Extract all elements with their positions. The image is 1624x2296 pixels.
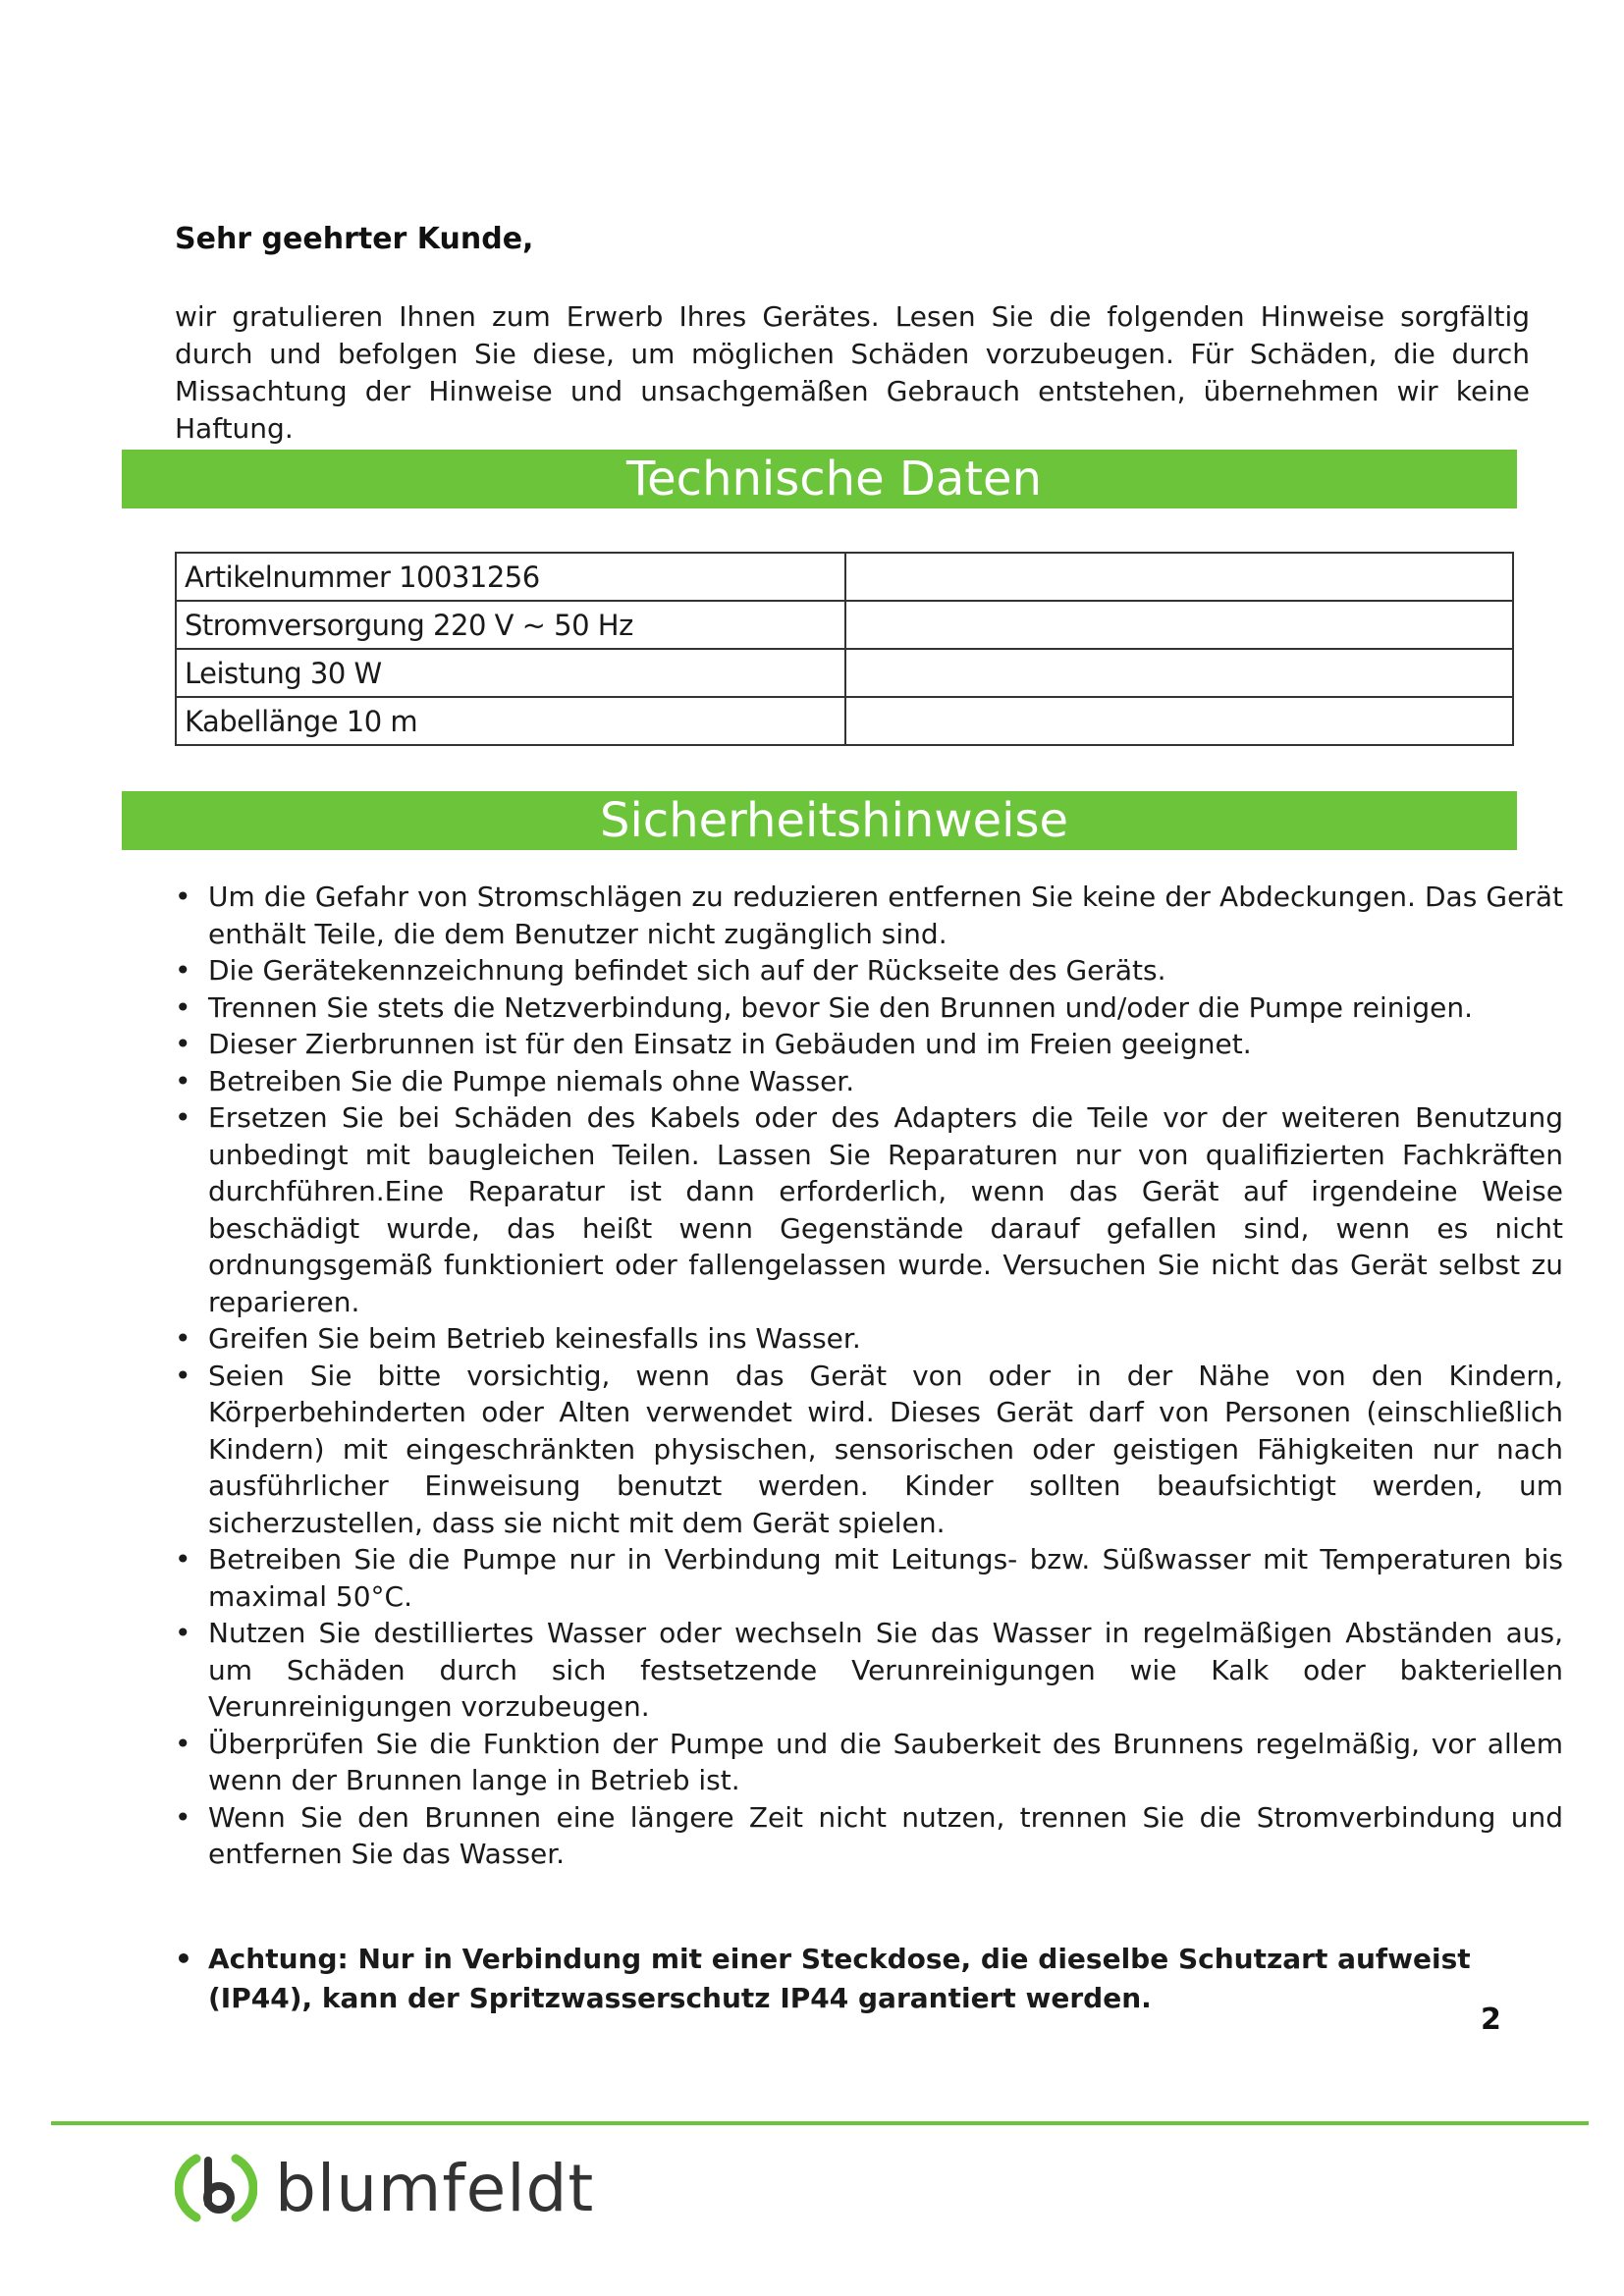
list-item-text: Trennen Sie stets die Netzverbindung, bevor Sie den Brunnen und/oder die Pumpe reinigen. — [208, 990, 1473, 1024]
list-item-text: Ersetzen Sie bei Schäden des Kabels oder des Adapters die Teile vor der weiteren Benutzung unbedingt mit baugleichen Teilen. Lassen Sie Reparaturen nur von qualifizierten Fachkräften durchführen.Eine Reparatur ist dann erforderlich, wenn das Gerät auf irgendeine Weise beschädigt wurde, das heißt wenn Gegenstände darauf gefallen sind, wenn es nicht ordnungsgemäß funktioniert oder fallengelassen wurde. Versuchen Sie nicht das Gerät selbst zu reparieren. — [208, 1101, 1563, 1318]
bullet-icon: • — [175, 1617, 191, 1649]
list-item — [167, 879, 1563, 952]
attention-text: Achtung: Nur in Verbindung mit einer Steckdose, die dieselbe Schutzart aufweist (IP44), kann der Spritzwasserschutz IP44 garantiert werden. — [208, 1943, 1471, 2014]
spec-label: Leistung 30 W — [176, 649, 845, 697]
table-row — [176, 553, 1513, 601]
spec-label: Artikelnummer 10031256 — [176, 553, 845, 601]
list-item — [167, 1541, 1563, 1615]
table-row — [176, 601, 1513, 649]
safety-heading-text: Sicherheitshinweise — [600, 793, 1068, 848]
safety-heading — [122, 791, 1517, 850]
bullet-icon: • — [175, 1800, 191, 1834]
technical-data-heading-text: Technische Daten — [625, 452, 1043, 507]
list-item-text: Die Gerätekennzeichnung befindet sich auf der Rückseite des Geräts. — [208, 954, 1166, 987]
list-item-text: Betreiben Sie die Pumpe niemals ohne Wasser. — [208, 1064, 855, 1097]
list-item — [167, 1063, 1563, 1100]
bullet-icon: • — [175, 1943, 192, 1975]
list-item — [167, 1358, 1563, 1542]
technical-data-table — [175, 552, 1514, 746]
spec-label: Stromversorgung 220 V ~ 50 Hz — [176, 601, 845, 649]
footer-divider — [51, 2121, 1589, 2125]
greeting: Sehr geehrter Kunde, — [175, 222, 534, 256]
bullet-icon: • — [175, 1359, 191, 1392]
spec-value — [845, 697, 1513, 745]
list-item — [167, 1615, 1563, 1726]
spec-value — [845, 601, 1513, 649]
attention-note — [167, 1940, 1563, 2018]
technical-data-heading — [122, 450, 1517, 508]
bullet-icon: • — [175, 954, 191, 987]
page-number: 2 — [1481, 2002, 1501, 2037]
table-row — [176, 649, 1513, 697]
list-item — [167, 1099, 1563, 1320]
list-item-text: Nutzen Sie destilliertes Wasser oder wechseln Sie das Wasser in regelmäßigen Abständen aus, um Schäden durch sich festsetzende Verunreinigungen wie Kalk oder bakteriellen Verunreinigungen vorzubeugen. — [208, 1617, 1563, 1723]
list-item-text: Um die Gefahr von Stromschlägen zu reduzieren entfernen Sie keine der Abdeckungen. Das Gerät enthält Teile, die dem Benutzer nicht zugänglich sind. — [208, 881, 1563, 950]
bullet-icon: • — [175, 1322, 191, 1355]
spec-label: Kabellänge 10 m — [176, 697, 845, 745]
intro-paragraph: wir gratulieren Ihnen zum Erwerb Ihres Gerätes. Lesen Sie die folgenden Hinweise sorgfältig durch und befolgen Sie diese, um möglichen Schäden vorzubeugen. Für Schäden, die durch Missachtung der Hinweise und unsachgemäßen Gebrauch entstehen, übernehmen wir keine Haftung. — [175, 300, 1530, 445]
list-item-text: Dieser Zierbrunnen ist für den Einsatz in Gebäuden und im Freien geeignet. — [208, 1028, 1252, 1060]
bullet-icon: • — [175, 1028, 191, 1060]
list-item-text: Betreiben Sie die Pumpe nur in Verbindung mit Leitungs- bzw. Süßwasser mit Temperaturen bis maximal 50°C. — [208, 1543, 1563, 1613]
list-item — [167, 989, 1563, 1027]
spec-value — [845, 649, 1513, 697]
list-item-text: Wenn Sie den Brunnen eine längere Zeit nicht nutzen, trennen Sie die Stromverbindung und entfernen Sie das Wasser. — [208, 1800, 1563, 1870]
safety-list — [167, 879, 1591, 1873]
list-item — [167, 1726, 1563, 1799]
list-item — [167, 1799, 1563, 1873]
list-item-text: Greifen Sie beim Betrieb keinesfalls ins Wasser. — [208, 1322, 861, 1355]
bullet-icon: • — [175, 1101, 191, 1134]
list-item-text: Überprüfen Sie die Funktion der Pumpe und die Sauberkeit des Brunnens regelmäßig, vor allem wenn der Brunnen lange in Betrieb ist. — [208, 1727, 1563, 1796]
bullet-icon: • — [175, 990, 191, 1024]
list-item — [167, 952, 1563, 989]
brand-logo — [175, 2144, 594, 2232]
bullet-icon: • — [175, 1727, 191, 1760]
spec-value — [845, 553, 1513, 601]
brand-name: blumfeldt — [275, 2150, 595, 2226]
list-item — [167, 1026, 1563, 1063]
list-item — [167, 1320, 1563, 1358]
bullet-icon: • — [175, 1064, 191, 1097]
bullet-icon: • — [175, 1543, 191, 1575]
bullet-icon: • — [175, 881, 191, 913]
list-item-text: Seien Sie bitte vorsichtig, wenn das Gerät von oder in der Nähe von den Kindern, Körperbehinderten oder Alten verwendet wird. Dieses Gerät darf von Personen (einschließlich Kindern) mit eingeschränkten physischen, sensorischen oder geistigen Fähigkeiten nur nach ausführlicher Einweisung benutzt werden. Kinder sollten beaufsichtigt werden, um sicherzustellen, dass sie nicht mit dem Gerät spielen. — [208, 1359, 1563, 1539]
blumfeldt-logo-icon — [175, 2147, 257, 2229]
table-row — [176, 697, 1513, 745]
